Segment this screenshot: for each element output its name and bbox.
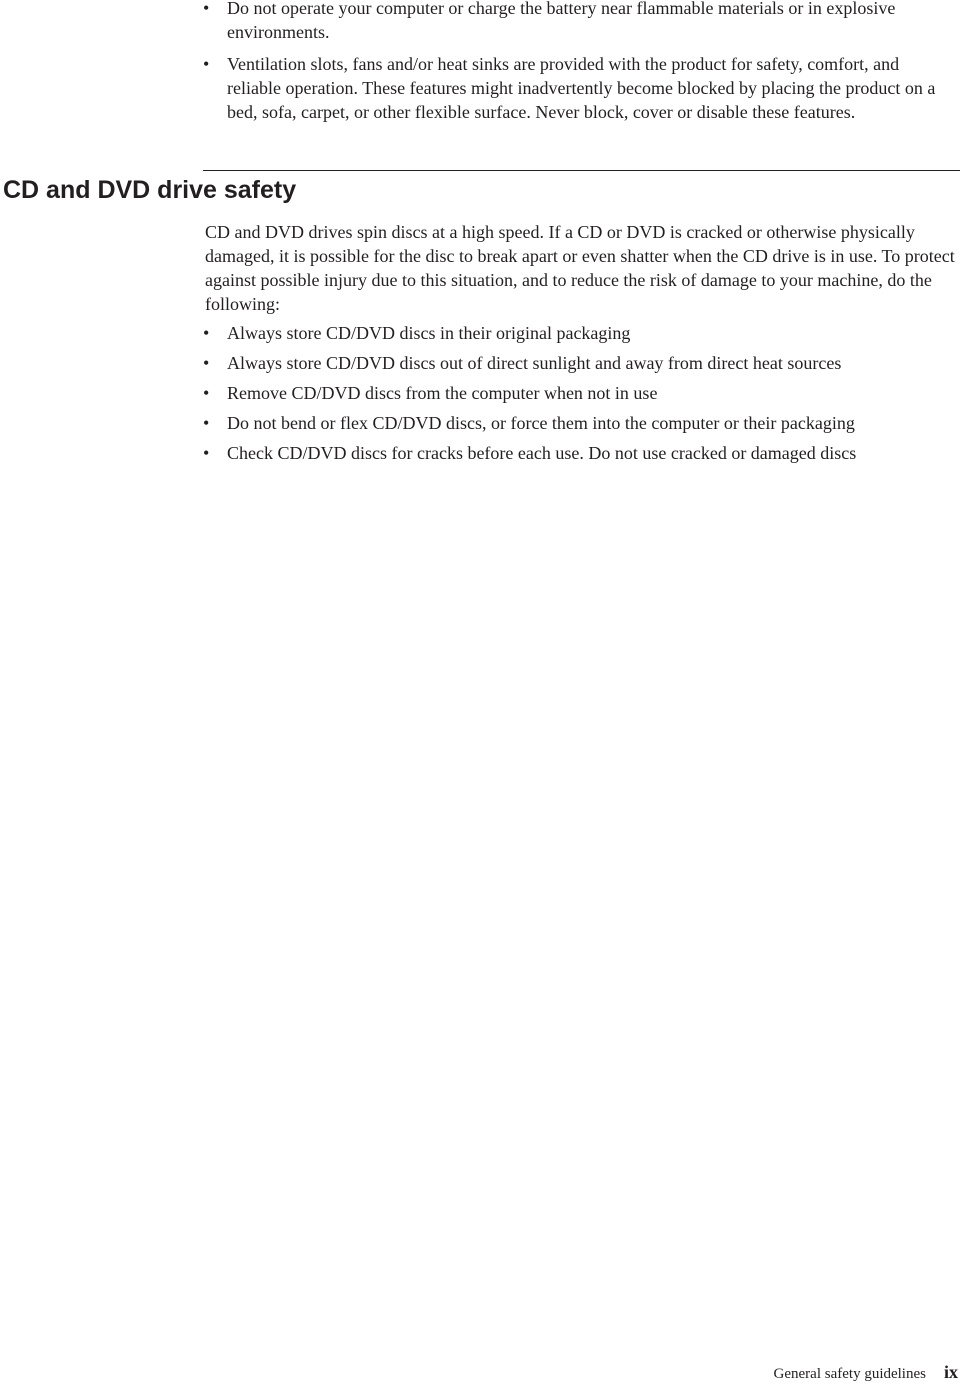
- list-item: [203, 0, 955, 44]
- section-divider: [203, 170, 960, 171]
- bullet-mark: •: [203, 353, 210, 373]
- list-item-text: Always store CD/DVD discs in their original packaging: [227, 323, 631, 343]
- list-item: [203, 52, 955, 124]
- list-item: [203, 351, 955, 381]
- list-item-text: Do not bend or flex CD/DVD discs, or force them into the computer or their packaging: [227, 413, 855, 433]
- list-item-text: Remove CD/DVD discs from the computer when not in use: [227, 383, 658, 403]
- bullet-mark: •: [203, 383, 210, 403]
- page-number: ix: [943, 1362, 958, 1382]
- page-footer: [774, 1362, 958, 1384]
- safety-bullet-list: [203, 0, 955, 124]
- list-item: [203, 441, 955, 471]
- bullet-mark: •: [203, 443, 210, 463]
- running-title: General safety guidelines: [773, 1366, 926, 1382]
- disc-precautions-list: [203, 321, 955, 471]
- section-intro-paragraph: CD and DVD drives spin discs at a high speed. If a CD or DVD is cracked or otherwise physically damaged, it is possible for the disc to break apart or even shatter when the CD drive is in use. To protect against possible injury due to this situation, and to reduce the risk of damage to your machine, do the following:: [205, 222, 955, 314]
- section-heading: CD and DVD drive safety: [3, 176, 297, 204]
- list-item: [203, 411, 955, 441]
- list-item: [203, 321, 955, 351]
- bullet-mark: •: [203, 0, 210, 18]
- bullet-mark: •: [203, 323, 210, 343]
- bullet-mark: •: [203, 413, 210, 433]
- list-item-text: Do not operate your computer or charge the battery near flammable materials or in explosive environments.: [227, 0, 896, 42]
- list-item: [203, 381, 955, 411]
- list-item-text: Ventilation slots, fans and/or heat sinks are provided with the product for safety, comfort, and reliable operation. These features might inadvertently become blocked by placing the product on a bed, sofa, carpet, or other flexible surface. Never block, cover or disable these features.: [227, 54, 936, 122]
- bullet-mark: •: [203, 54, 210, 74]
- list-item-text: Always store CD/DVD discs out of direct sunlight and away from direct heat sources: [227, 353, 842, 373]
- list-item-text: Check CD/DVD discs for cracks before each use. Do not use cracked or damaged discs: [227, 443, 857, 463]
